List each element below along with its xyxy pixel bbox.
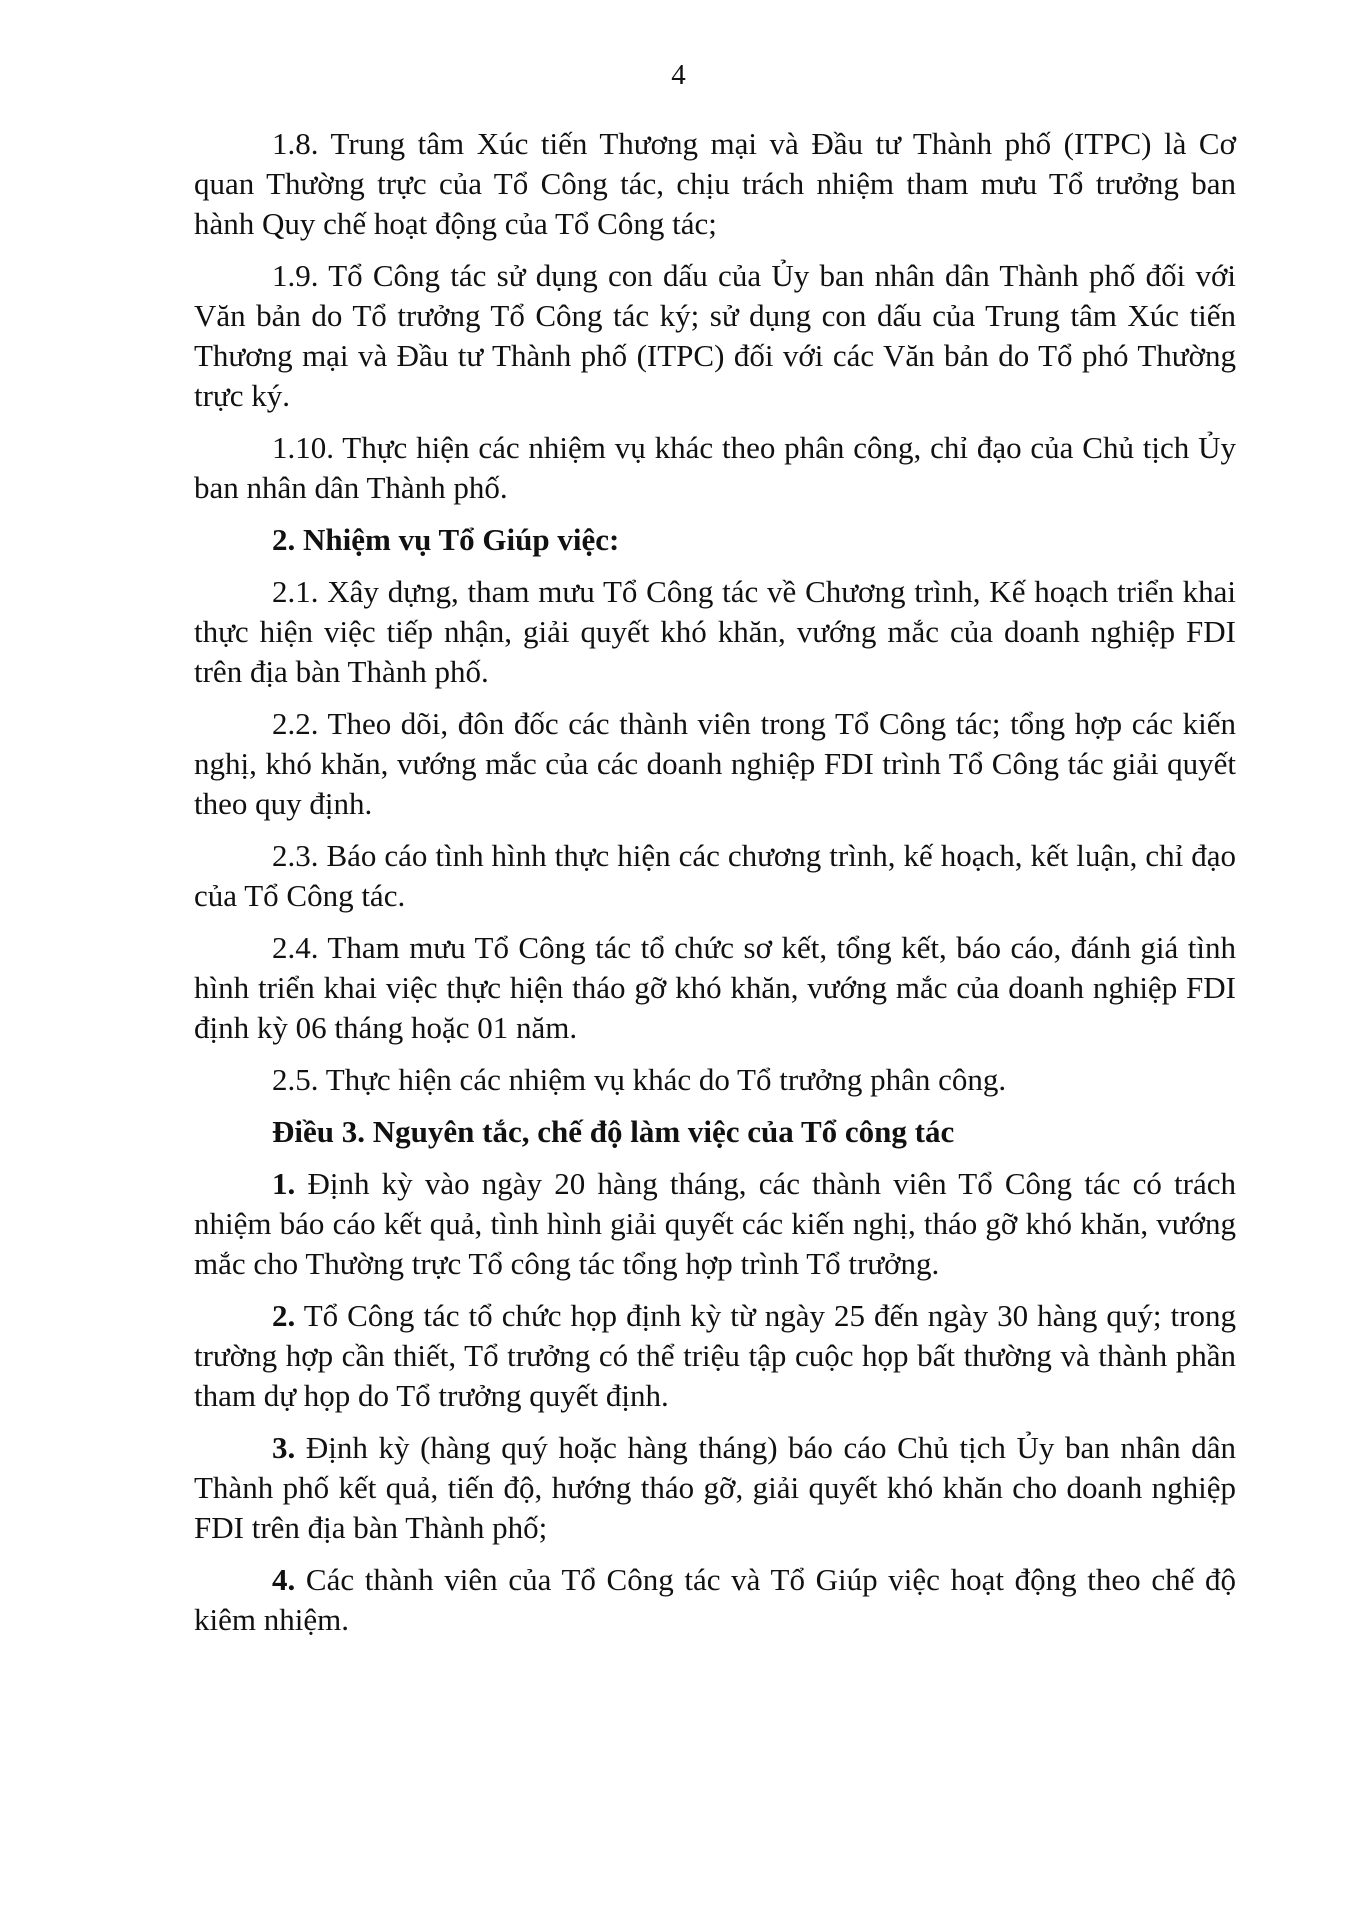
article-3-item-1 [194, 1164, 1236, 1284]
item-number: 3. [272, 1430, 296, 1465]
paragraph-2-2: 2.2. Theo dõi, đôn đốc các thành viên trong Tổ Công tác; tổng hợp các kiến nghị, khó khăn, vướng mắc của các doanh nghiệp FDI trình Tổ Công tác giải quyết theo quy định. [194, 706, 1236, 821]
article-3-item-2 [194, 1296, 1236, 1416]
article-3-item-3 [194, 1428, 1236, 1548]
item-number: 1. [272, 1166, 296, 1201]
document-body [194, 124, 1236, 1652]
item-text: Tổ Công tác tổ chức họp định kỳ từ ngày 25 đến ngày 30 hàng quý; trong trường hợp cần thiết, Tổ trưởng có thể triệu tập cuộc họp bất thường và thành phần tham dự họp do Tổ trưởng quyết định. [194, 1298, 1236, 1413]
paragraph-2-5: 2.5. Thực hiện các nhiệm vụ khác do Tổ trưởng phân công. [272, 1062, 1007, 1097]
article-3-heading: Điều 3. Nguyên tắc, chế độ làm việc của Tổ công tác [272, 1114, 955, 1149]
item-text: Định kỳ (hàng quý hoặc hàng tháng) báo cáo Chủ tịch Ủy ban nhân dân Thành phố kết quả, tiến độ, hướng tháo gỡ, giải quyết khó khăn cho doanh nghiệp FDI trên địa bàn Thành phố; [194, 1430, 1236, 1545]
section-heading-2: 2. Nhiệm vụ Tổ Giúp việc: [272, 522, 620, 557]
item-number: 2. [272, 1298, 296, 1333]
paragraph-1-10: 1.10. Thực hiện các nhiệm vụ khác theo phân công, chỉ đạo của Chủ tịch Ủy ban nhân dân Thành phố. [194, 430, 1236, 505]
item-number: 4. [272, 1562, 296, 1597]
paragraph-2-3: 2.3. Báo cáo tình hình thực hiện các chương trình, kế hoạch, kết luận, chỉ đạo của Tổ Công tác. [194, 838, 1236, 913]
article-3-item-4 [194, 1560, 1236, 1640]
paragraph-2-1: 2.1. Xây dựng, tham mưu Tổ Công tác về Chương trình, Kế hoạch triển khai thực hiện việc tiếp nhận, giải quyết khó khăn, vướng mắc của doanh nghiệp FDI trên địa bàn Thành phố. [194, 574, 1236, 689]
paragraph-2-4: 2.4. Tham mưu Tổ Công tác tổ chức sơ kết, tổng kết, báo cáo, đánh giá tình hình triển khai việc thực hiện tháo gỡ khó khăn, vướng mắc của doanh nghiệp FDI định kỳ 06 tháng hoặc 01 năm. [194, 930, 1236, 1045]
item-text: Các thành viên của Tổ Công tác và Tổ Giúp việc hoạt động theo chế độ kiêm nhiệm. [194, 1562, 1236, 1637]
item-text: Định kỳ vào ngày 20 hàng tháng, các thành viên Tổ Công tác có trách nhiệm báo cáo kết quả, tình hình giải quyết các kiến nghị, tháo gỡ khó khăn, vướng mắc cho Thường trực Tổ công tác tổng hợp trình Tổ trưởng. [194, 1166, 1236, 1281]
paragraph-1-9: 1.9. Tổ Công tác sử dụng con dấu của Ủy ban nhân dân Thành phố đối với Văn bản do Tổ trưởng Tổ Công tác ký; sử dụng con dấu của Trung tâm Xúc tiến Thương mại và Đầu tư Thành phố (ITPC) đối với các Văn bản do Tổ phó Thường trực ký. [194, 258, 1236, 413]
paragraph-1-8: 1.8. Trung tâm Xúc tiến Thương mại và Đầu tư Thành phố (ITPC) là Cơ quan Thường trực của Tổ Công tác, chịu trách nhiệm tham mưu Tổ trưởng ban hành Quy chế hoạt động của Tổ Công tác; [194, 126, 1236, 241]
page-number: 4 [671, 59, 686, 91]
